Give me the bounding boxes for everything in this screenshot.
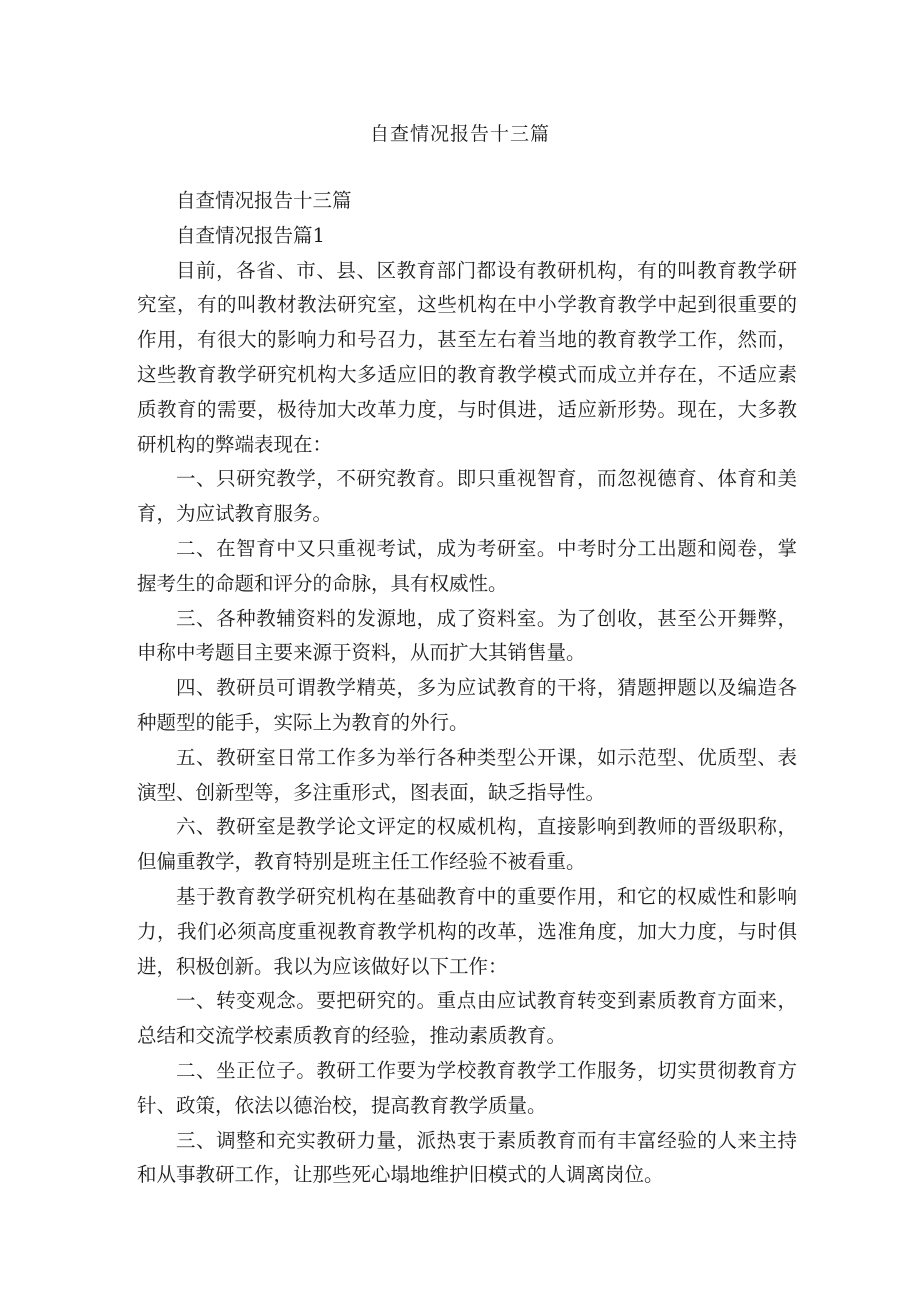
paragraph: 一、只研究教学，不研究教育。即只重视智育，而忽视德育、体育和美育，为应试教育服务。 xyxy=(137,467,797,526)
document-body xyxy=(137,184,797,1193)
subsection-heading: 自查情况报告篇1 xyxy=(176,223,325,247)
paragraph: 三、调整和充实教研力量，派热衷于素质教育而有丰富经验的人来主持和从事教研工作，让那些死心塌地维护旧模式的人调离岗位。 xyxy=(137,1128,797,1187)
paragraph: 一、转变观念。要把研究的。重点由应试教育转变到素质教育方面来，总结和交流学校素质教育的经验，推动素质教育。 xyxy=(137,989,797,1048)
paragraph: 四、教研员可谓教学精英，多为应试教育的干将，猜题押题以及编造各种题型的能手，实际上为教育的外行。 xyxy=(137,676,797,734)
paragraph: 二、在智育中又只重视考试，成为考研室。中考时分工出题和阅卷，掌握考生的命题和评分的命脉，具有权威性。 xyxy=(137,536,797,595)
paragraph: 六、教研室是教学论文评定的权威机构，直接影响到教师的晋级职称，但偏重教学，教育特别是班主任工作经验不被看重。 xyxy=(137,815,797,874)
document-title: 自查情况报告十三篇 xyxy=(369,123,550,145)
paragraph: 基于教育教学研究机构在基础教育中的重要作用，和它的权威性和影响力，我们必须高度重视教育教学机构的改革，选准角度，加大力度，与时俱进，积极创新。我以为应该做好以下工作： xyxy=(137,884,797,978)
section-heading: 自查情况报告十三篇 xyxy=(176,189,352,212)
paragraph: 五、教研室日常工作多为举行各种类型公开课，如示范型、优质型、表演型、创新型等，多注重形式，图表面，缺乏指导性。 xyxy=(137,745,797,804)
paragraph: 三、各种教辅资料的发源地，成了资料室。为了创收，甚至公开舞弊，申称中考题目主要来源于资料，从而扩大其销售量。 xyxy=(137,606,797,665)
paragraph: 二、坐正位子。教研工作要为学校教育教学工作服务，切实贯彻教育方针、政策，依法以德治校，提高教育教学质量。 xyxy=(137,1058,797,1117)
paragraph: 目前，各省、市、县、区教育部门都设有教研机构，有的叫教育教学研究室，有的叫教材教法研究室，这些机构在中小学教育教学中起到很重要的作用，有很大的影响力和号召力，甚至左右着当地的教育教学工作，然而，这些教育教学研究机构大多适应旧的教育教学模式而成立并存在，不适应素质教育的需要，极待加大改革力度，与时俱进，适应新形势。现在，大多教研机构的弊端表现在： xyxy=(137,258,797,456)
